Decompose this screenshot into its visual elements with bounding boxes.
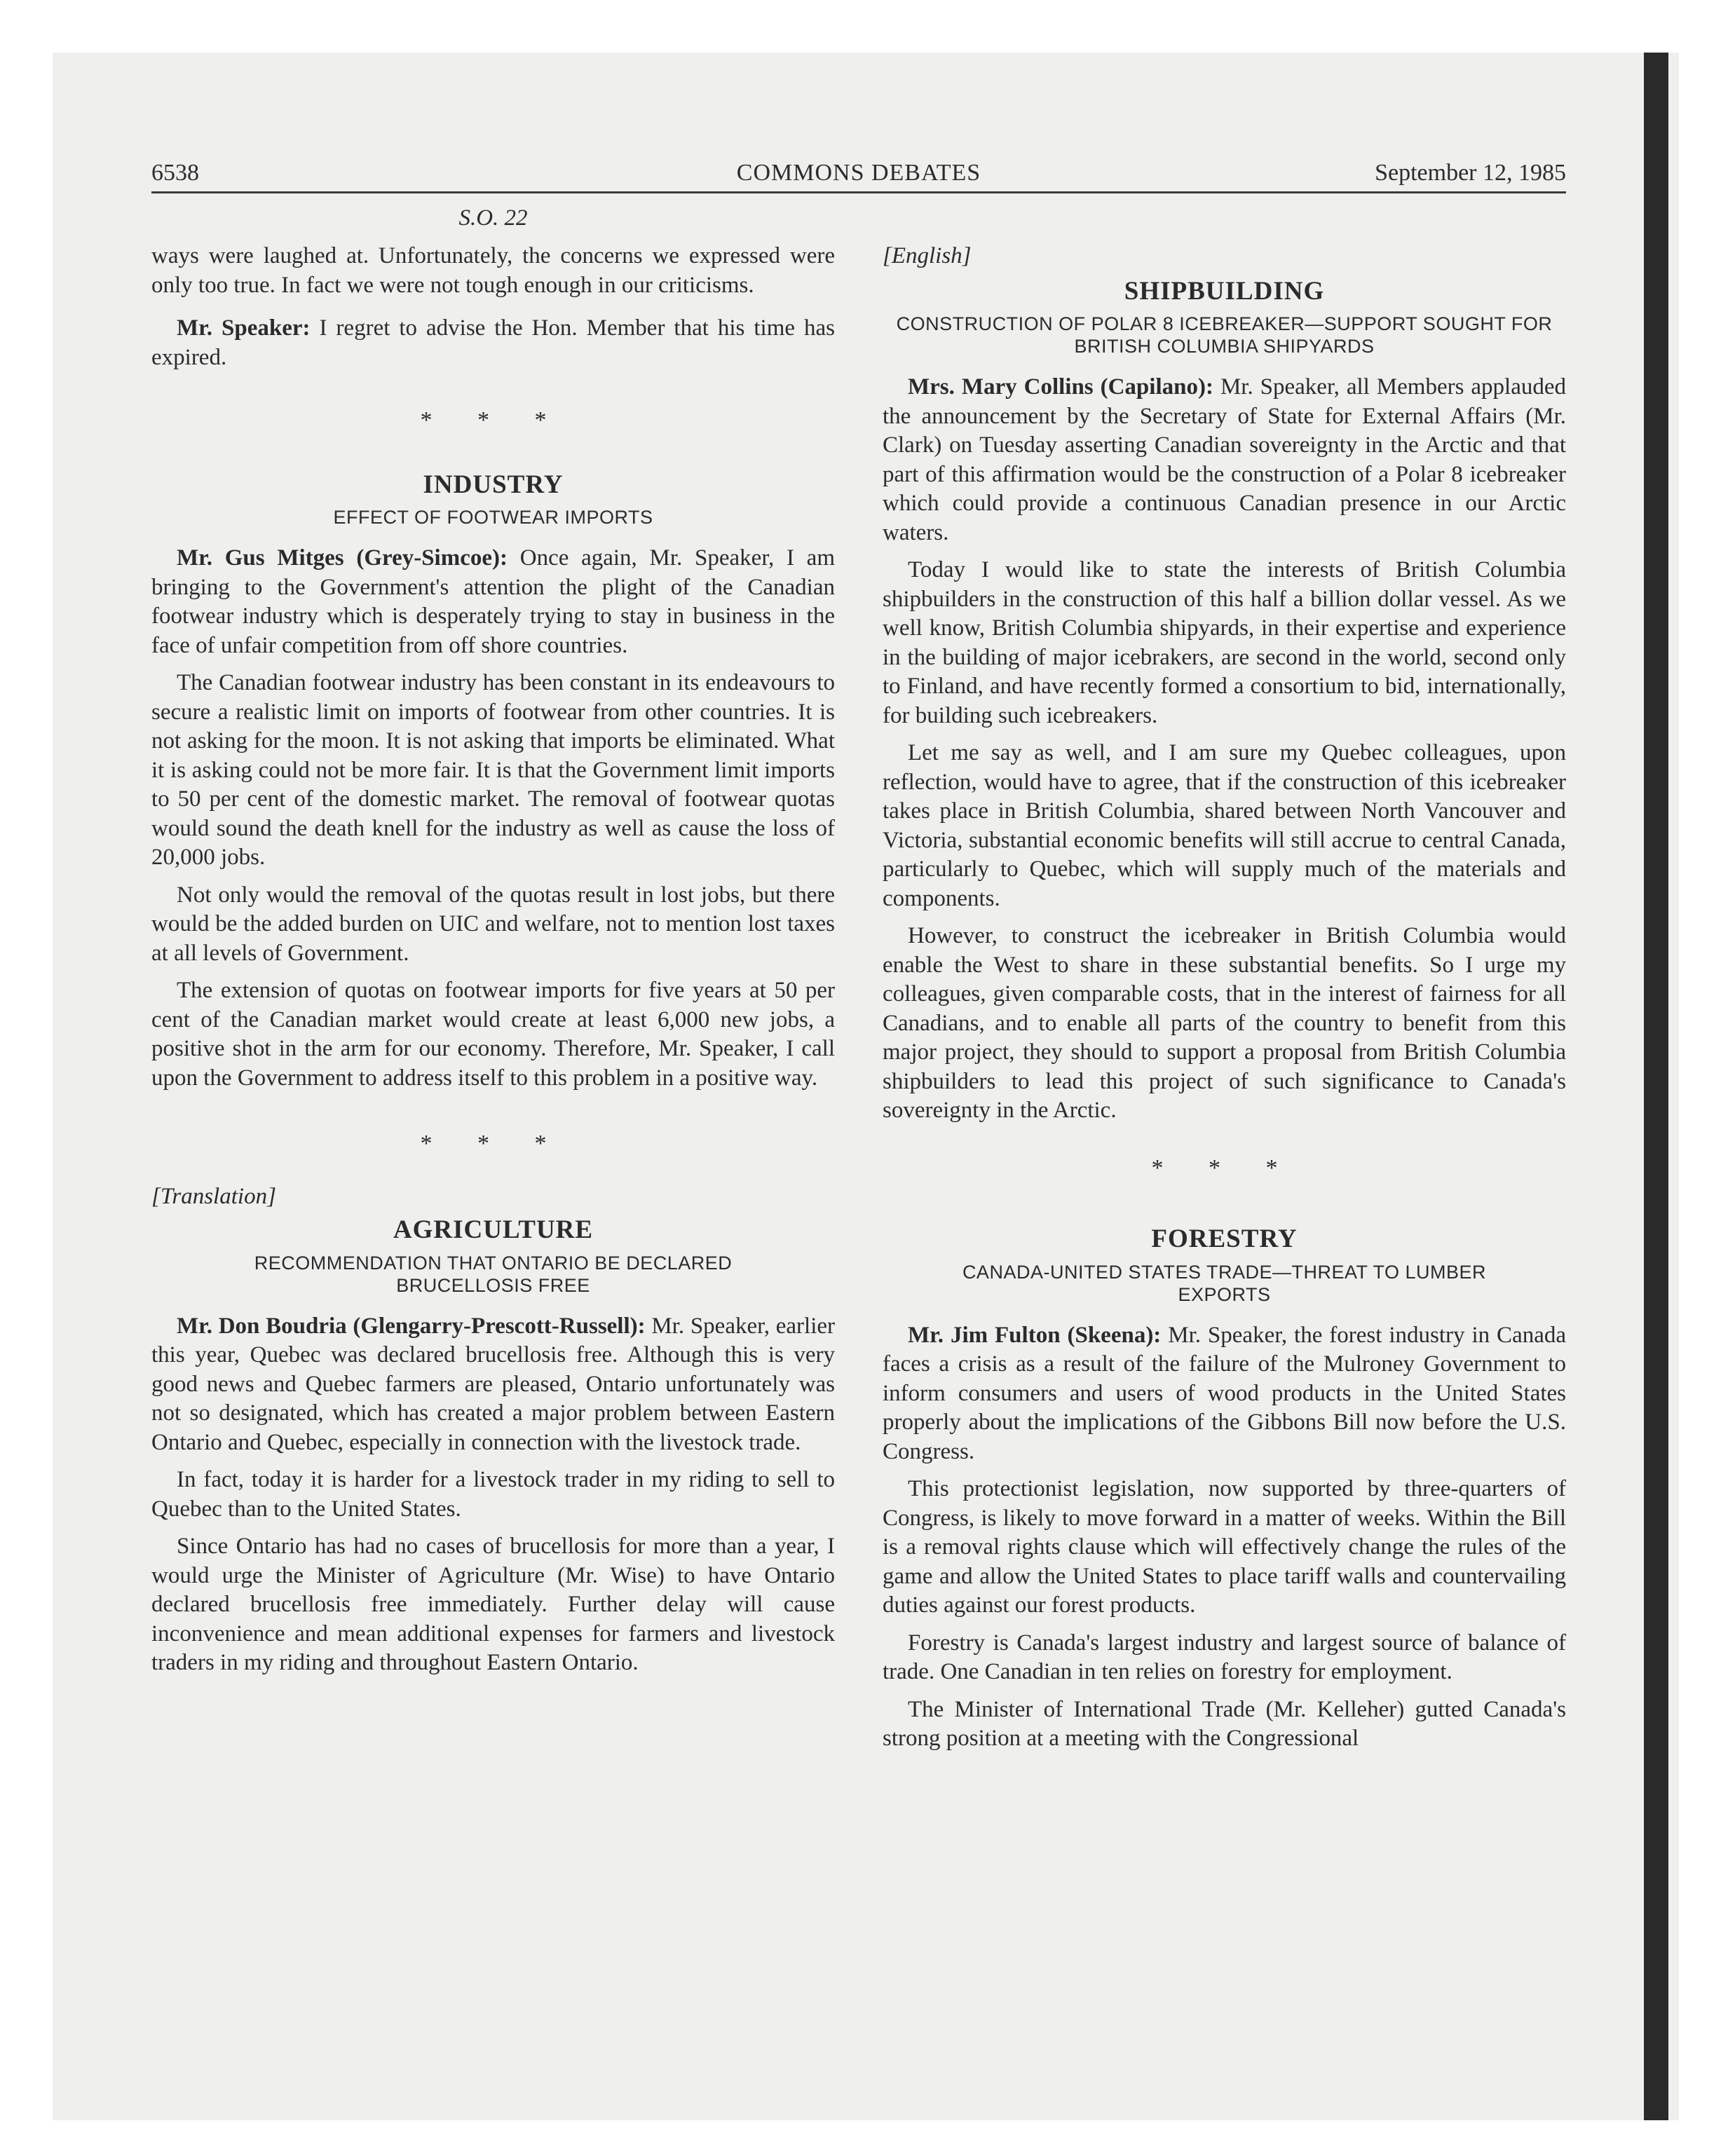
collins-name: Mrs. Mary Collins (Capilano):	[908, 374, 1213, 400]
industry-heading: INDUSTRY	[423, 470, 564, 499]
mitges-text-1: Once again, Mr. Speaker, I am bringing to the Government's attention the plight of the Canadian footwear industry which is desperately trying to stay in business in the face of unfair competition from off shore countries.	[151, 545, 835, 658]
scan-edge-shadow	[1644, 53, 1668, 2120]
shipbuilding-heading: SHIPBUILDING	[1124, 276, 1325, 306]
section-divider: * * *	[420, 407, 566, 433]
boudria-text-1: Mr. Speaker, earlier this year, Quebec was declared brucellosis free. Although this is very good news and Quebec farmers are pleased, Ontario unfortunately was not so designated, which has created a major problem between Eastern Ontario and Quebec, especially in connection with the livestock trade.	[151, 1313, 835, 1455]
page-header	[151, 156, 1566, 191]
agriculture-heading: AGRICULTURE	[393, 1215, 594, 1244]
continuation-paragraph: ways were laughed at. Unfortunately, the concerns we expressed were only too true. In fact we were not tough enough in our criticisms.	[151, 243, 835, 298]
fulton-text-1: Mr. Speaker, the forest industry in Canada faces a crisis as a result of the failure of the Mulroney Government to inform consumers and users of wood products in the United States properly about the implications of the Gibbons Bill now before the U.S. Congress.	[883, 1322, 1567, 1464]
page-number: 6538	[151, 160, 199, 186]
mitges-paragraph-4: The extension of quotas on footwear imports for five years at 50 per cent of the Canadian market would create at least 6,000 new jobs, a positive shot in the arm for our economy. Therefore, Mr. Speaker, I call upon the Government to address itself to this problem in a positive way.	[151, 978, 835, 1091]
collins-text-1: Mr. Speaker, all Members applauded the announcement by the Secretary of State for External Affairs (Mr. Clark) on Tuesday asserting Canadian sovereignty in the Arctic and that part of this affirmation would be the construction of a Polar 8 icebreaker which could provide a continuous Canadian presence in our Arctic waters.	[883, 374, 1567, 545]
collins-paragraph-2: Today I would like to state the interests of British Columbia shipbuilders in the construction of this half a billion dollar vessel. As we well know, British Columbia shipyards, in their expertise and experience in the building of major icebrakers, are second in the world, second only to Finland, and have recently formed a consortium to bid, internationally, for building such icebreakers.	[883, 557, 1566, 728]
boudria-paragraph-1	[151, 1312, 835, 1458]
page-date: September 12, 1985	[1375, 160, 1566, 186]
boudria-paragraph-3: Since Ontario has had no cases of brucellosis for more than a year, I would urge the Minister of Agriculture (Mr. Wise) to have Ontario declared brucellosis free immediately. Further delay will cause inconvenience and mean additional expenses for farmers and livestock traders in my riding and throughout Eastern Ontario.	[151, 1534, 835, 1675]
boudria-paragraph-2: In fact, today it is harder for a livestock trader in my riding to sell to Quebec than to the United States.	[151, 1467, 835, 1522]
speaker-text: I regret to advise the Hon. Member that his time has expired.	[151, 315, 835, 370]
collins-paragraph-4: However, to construct the icebreaker in British Columbia would enable the West to share in these substantial benefits. So I urge my colleagues, given comparable costs, that in the interest of fairness for all Canadians, and to enable all parts of the country to benefit from this major project, they should to support a proposal from British Columbia shipbuilders to lead this project of such significance to Canada's sovereignty in the Arctic.	[883, 923, 1566, 1123]
speaker-paragraph	[151, 314, 835, 372]
forestry-heading: FORESTRY	[1151, 1224, 1298, 1253]
publication-title: COMMONS DEBATES	[736, 160, 981, 186]
fulton-paragraph-1	[883, 1321, 1566, 1467]
industry-subheading: EFFECT OF FOOTWEAR IMPORTS	[333, 507, 653, 528]
mitges-paragraph-1	[151, 544, 835, 660]
left-column	[151, 242, 835, 1686]
english-label: [English]	[883, 243, 972, 268]
section-divider: * * *	[420, 1131, 566, 1157]
fulton-paragraph-2: This protectionist legislation, now supported by three-quarters of Congress, is likely to move forward in a matter of weeks. Within the Bill is a removal rights clause which will effectively change the rules of the game and allow the United States to place tariff walls and countervailing duties against our forest products.	[883, 1476, 1566, 1618]
fulton-name: Mr. Jim Fulton (Skeena):	[908, 1322, 1162, 1348]
boudria-name: Mr. Don Boudria (Glengarry-Prescott-Russell):	[177, 1313, 646, 1339]
collins-paragraph-3: Let me say as well, and I am sure my Quebec colleagues, upon reflection, would have to agree, that if the construction of this icebreaker takes place in British Columbia, shared between North Vancouver and Victoria, substantial economic benefits will still accrue to central Canada, particularly to Quebec, which will supply much of the materials and components.	[883, 740, 1566, 911]
fulton-paragraph-4: The Minister of International Trade (Mr. Kelleher) gutted Canada's strong position at a meeting with the Congressional	[883, 1696, 1566, 1751]
mitges-paragraph-3: Not only would the removal of the quotas result in lost jobs, but there would be the added burden on UIC and welfare, not to mention lost taxes at all levels of Government.	[151, 882, 835, 966]
mitges-paragraph-2: The Canadian footwear industry has been constant in its endeavours to secure a realistic limit on imports of footwear from other countries. It is not asking for the moon. It is not asking that imports be eliminated. What it is asking could not be more fair. It is that the Government limit imports to 50 per cent of the domestic market. The removal of footwear quotas would sound the death knell for the industry as well as cause the loss of 20,000 jobs.	[151, 670, 835, 870]
translation-label: [Translation]	[151, 1183, 276, 1209]
speaker-name: Mr. Speaker:	[177, 315, 311, 341]
collins-paragraph-1	[883, 373, 1566, 547]
mitges-name: Mr. Gus Mitges (Grey-Simcoe):	[177, 545, 508, 571]
fulton-paragraph-3: Forestry is Canada's largest industry and largest source of balance of trade. One Canadian in ten relies on forestry for employment.	[883, 1630, 1566, 1684]
agriculture-subheading: RECOMMENDATION THAT ONTARIO BE DECLARED BRUCELLOSIS FREE	[254, 1252, 733, 1296]
right-column	[883, 242, 1566, 1762]
section-label: S.O. 22	[458, 205, 528, 231]
header-rule	[151, 191, 1566, 193]
shipbuilding-subheading: CONSTRUCTION OF POLAR 8 ICEBREAKER—SUPPORT SOUGHT FOR BRITISH COLUMBIA SHIPYARDS	[896, 313, 1553, 357]
section-divider: * * *	[1151, 1154, 1298, 1181]
forestry-subheading: CANADA-UNITED STATES TRADE—THREAT TO LUMBER EXPORTS	[962, 1261, 1487, 1305]
